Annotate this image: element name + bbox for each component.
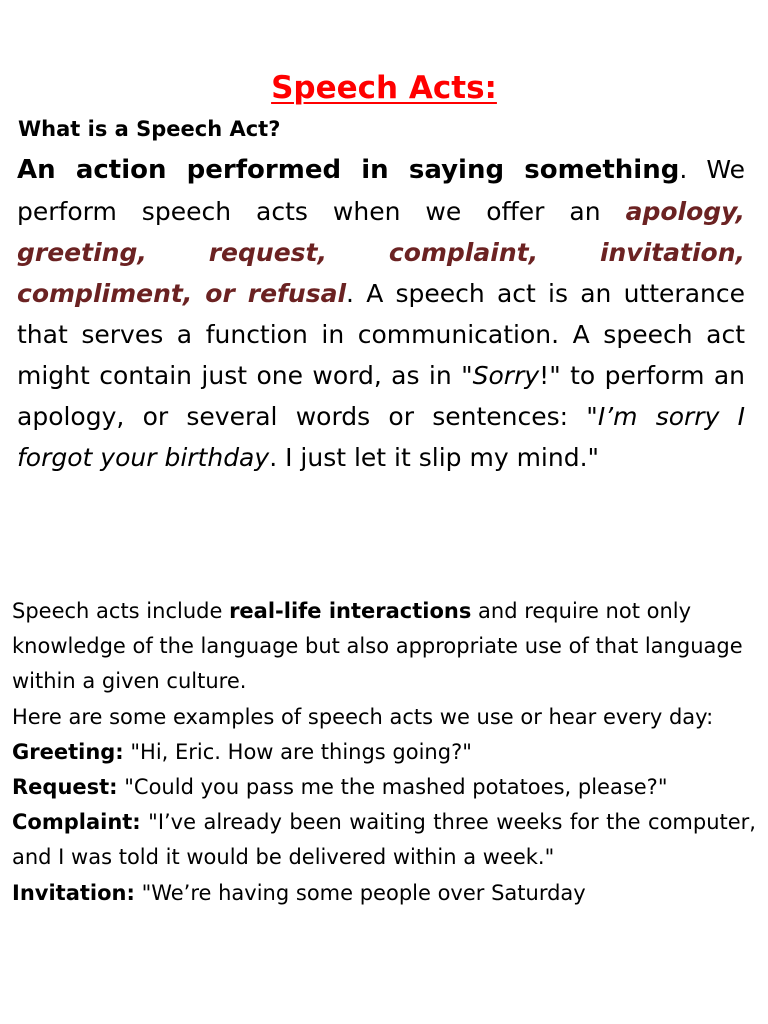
intro-bold: real-life interactions [229,599,472,623]
example-label: Complaint: [12,810,141,835]
birthday-quote: I’m sorry I forgot your birthday [17,402,745,472]
example-label: Greeting: [12,739,124,764]
speech-act-examples: apology, greeting, request, complaint, invitation, compliment, or refusal [17,197,746,308]
example-label: Request: [12,775,118,800]
definition-lead-end: . [679,155,688,184]
definition-sentence-4: . I just let it slip my mind." [269,443,600,472]
definition-sentence-2: . A speech act is an utterance that serves a function in communication. A speech act might contain just one word, as in " [17,279,745,390]
example-text: "Could you pass me the mashed potatoes, please?" [124,775,668,800]
definition-paragraph [17,149,745,478]
intro-text-b: and require not only knowledge of the language but also appropriate use of that language within a given culture. [12,599,743,694]
sorry-word: Sorry [472,361,540,390]
example-label: Invitation: [12,880,135,905]
example-text: "I’ve already been waiting three weeks for the computer, and I was told it would be delivered within a week." [12,810,756,870]
example-text: "Hi, Eric. How are things going?" [130,739,472,764]
definition-sentence-3: !" to perform an apology, or several words or sentences: " [17,361,745,431]
question-heading: What is a Speech Act? [18,117,281,141]
examples-intro: Here are some examples of speech acts we use or hear every day: [12,704,714,729]
example-greeting [12,735,756,770]
example-request [12,770,756,805]
definition-sentence-1: We perform speech acts when we offer an [17,155,745,226]
page-title: Speech Acts: [271,70,497,106]
example-invitation [12,876,756,911]
definition-lead: An action performed in saying something [17,155,680,185]
intro-text-a: Speech acts include [12,599,230,623]
example-text: "We’re having some people over Saturday [141,880,586,905]
example-complaint [12,805,756,875]
intro-paragraph [12,594,756,700]
examples-section [12,594,756,911]
